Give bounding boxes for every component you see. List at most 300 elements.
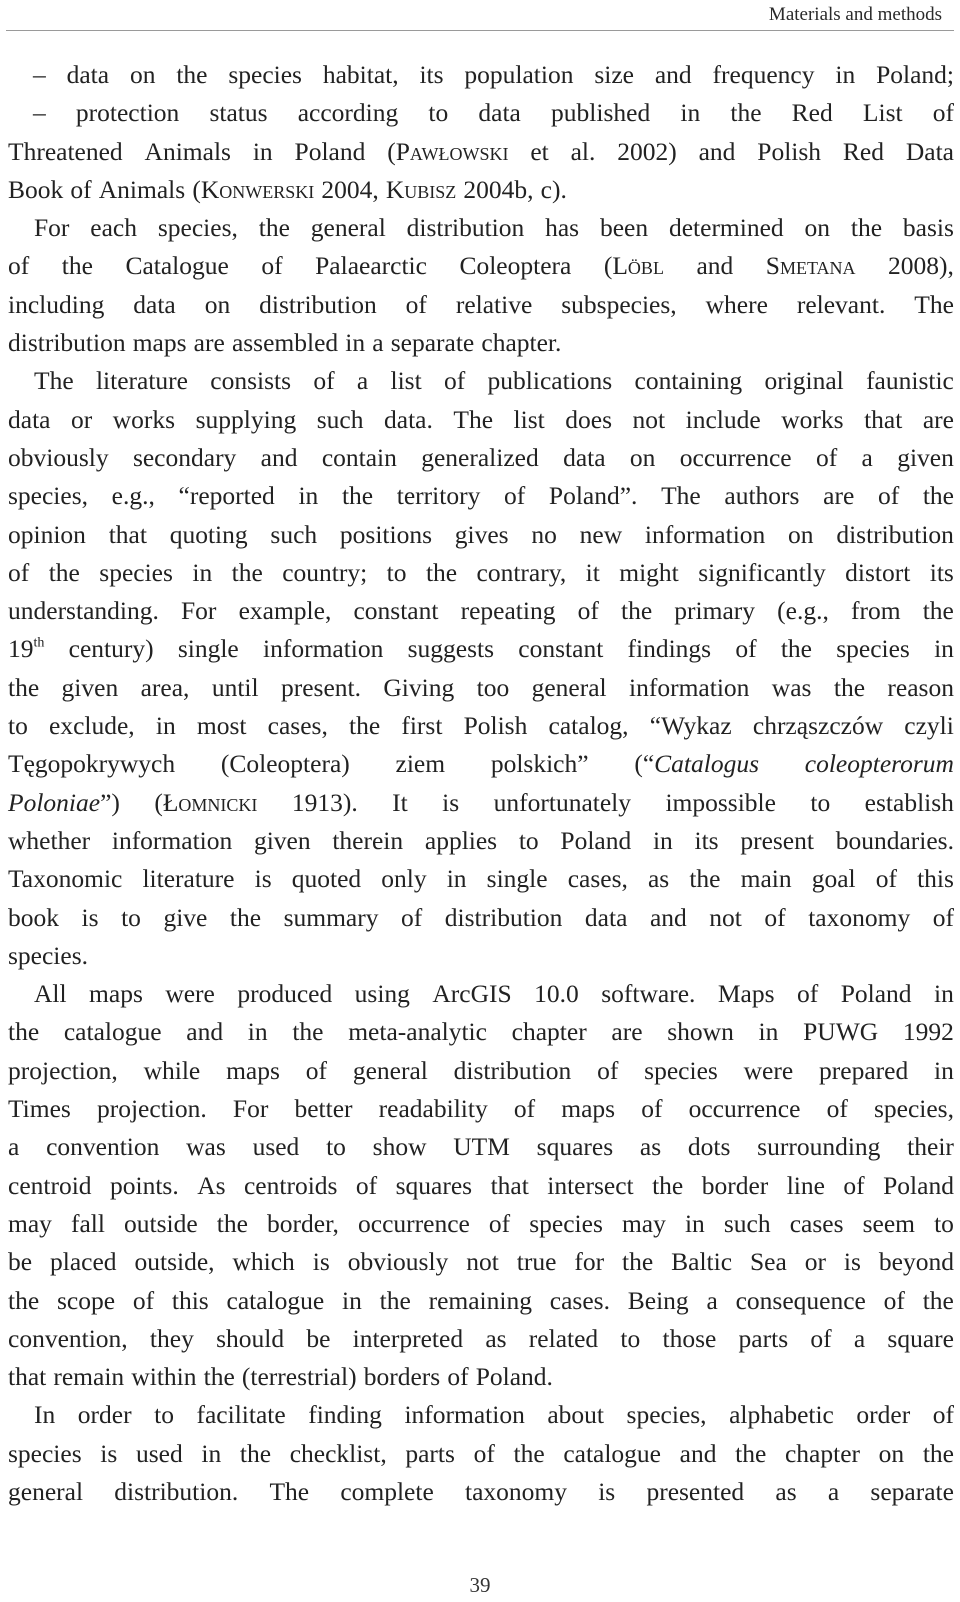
word: containing [634,366,743,396]
word: is [442,787,460,817]
word: al. [570,136,596,166]
word: and [260,442,298,472]
word: occurrence [679,442,792,472]
word: on [629,442,656,472]
word: data [133,289,176,319]
word: in [252,136,273,166]
word: catalogue [563,1438,662,1468]
word: species, [626,1400,707,1430]
word: (Coleoptera) [220,749,350,779]
word: of [810,1323,832,1353]
word: consequence [735,1285,866,1315]
word: which [232,1247,295,1277]
word: are [823,481,855,511]
word: catalog, [548,711,629,741]
word: Red [791,98,833,128]
word: in [201,1438,222,1468]
word: to [386,557,407,587]
word: distribution [836,519,954,549]
word: the [922,1438,954,1468]
word: Baltic [671,1247,733,1277]
word: supplying [195,404,297,434]
word: Times [8,1094,71,1124]
word: species [99,557,173,587]
word: related [528,1323,599,1353]
word: List [862,98,903,128]
word: distribution. [114,1476,239,1506]
word: in [342,1285,362,1315]
word: might [619,557,679,587]
word: data [478,98,521,128]
word: Coleoptera [459,251,572,281]
word: the [513,1438,545,1468]
word: fall [70,1208,105,1238]
word: general [531,672,607,702]
text-line [8,209,954,247]
word: the [176,60,208,89]
word: Polish [757,136,822,166]
word: in [835,60,856,89]
word: maps [89,979,143,1009]
word: shown [667,1017,734,1047]
word: of [764,902,786,932]
word: the [730,98,762,128]
word: obviously [8,442,109,472]
word: in [446,864,467,894]
word: (Löbl [603,251,664,281]
word: remain [53,1362,125,1392]
text-line [8,1243,954,1281]
word: present [740,825,814,855]
word: constant [353,596,439,626]
word: publications [487,366,613,396]
word: not [709,902,742,932]
word: of [577,596,599,626]
word: species, [8,481,89,511]
word: finding [308,1400,382,1430]
text-line [8,1013,954,1051]
word: be [306,1323,331,1353]
word: Poloniae”) [8,787,120,817]
word: its [694,825,719,855]
word: of [401,902,423,932]
word: intersect [547,1170,634,1200]
word: and [698,136,736,166]
text-line [8,592,954,630]
word: outside, [134,1247,215,1277]
word: true [516,1247,557,1277]
word: too [476,672,510,702]
word: contrary, [476,557,567,587]
word: Sea [749,1247,787,1277]
text-line [8,860,954,898]
word: of [932,902,954,932]
word: given [253,825,311,855]
word: Giving [383,672,455,702]
word: may [621,1208,666,1238]
text-line [8,1473,954,1511]
word: book [8,902,59,932]
word: c). [540,174,567,204]
word: of [513,1094,536,1124]
word: the [231,557,263,587]
word: species [228,60,302,89]
word: prepared [819,1055,909,1085]
word: reason [887,672,954,702]
word: 2004, [321,174,379,204]
word: squares [395,1170,473,1200]
word: or [804,1247,826,1277]
word: this [171,1285,209,1315]
word: it [585,557,600,587]
word: alphabetic [729,1400,834,1430]
text-line [8,1320,954,1358]
text-line [8,1205,954,1243]
word: of [305,1055,327,1085]
word: to [154,1400,174,1430]
word: as [639,1132,662,1162]
word: distribution [444,902,563,932]
text-line [8,477,954,515]
word: points. [110,1170,179,1200]
text-line [8,247,954,285]
word: a [861,442,873,472]
text-line [8,1128,954,1166]
word: It [392,787,408,817]
word: Poland [883,1170,954,1200]
word: distribution [406,213,525,243]
word: as [485,1323,507,1353]
word: data. [384,404,433,434]
word: in [680,98,701,128]
word: the [8,672,40,702]
word: taxonomy [808,902,911,932]
text-line [8,669,954,707]
word: species [529,1208,603,1238]
word: occurrence [688,1094,801,1124]
word: goal [811,864,856,894]
running-header: Materials and methods [768,4,942,25]
word: literature [142,864,235,894]
word: applies [424,825,498,855]
word: frequency [712,60,815,89]
word: of [641,1094,663,1124]
word: convention [46,1132,160,1162]
word: within [131,1362,197,1392]
word: including [8,289,105,319]
word: as [775,1476,797,1506]
word: the [8,1017,40,1047]
text-line [8,1435,954,1473]
word: UTM [453,1132,510,1162]
word: those [662,1323,717,1353]
word: general [8,1476,84,1506]
word: be [8,1247,33,1277]
word: The [661,481,701,511]
word: or [71,404,93,434]
word: to [326,1132,346,1162]
text-line [8,630,954,668]
word: basis [902,213,954,243]
word: the [735,1438,767,1468]
word: general [310,213,386,243]
word: a [853,1323,866,1353]
word: of [488,1208,511,1238]
word: (Łomnicki [154,787,258,817]
word: For [34,213,70,243]
word: (e.g., [777,596,829,626]
word: better [294,1094,353,1124]
word: of [313,366,335,396]
word: century) [68,634,154,664]
word: squares [536,1132,614,1162]
word: Palaearctic [315,251,427,281]
word: no [531,519,557,549]
word: For [232,1094,269,1124]
word: opinion [8,519,86,549]
word: the [689,864,721,894]
word: on [129,60,156,89]
word: they [149,1323,194,1353]
word: is [598,1476,616,1506]
word: information [404,1400,525,1430]
word: impossible [665,787,776,817]
word: of [8,251,30,281]
word: primary [674,596,756,626]
word: a [372,328,384,358]
word: information [263,634,384,664]
text-line [8,171,954,209]
word: and [654,60,692,89]
word: in [247,1017,268,1047]
word: to [8,711,28,741]
word: PUWG [803,1017,879,1047]
word: include [685,404,761,434]
word: according [297,98,399,128]
word: For [181,596,217,626]
word: for [574,1247,605,1277]
word: the [48,557,80,587]
word: As [197,1170,226,1200]
word: the [379,1285,411,1315]
word: does [565,404,612,434]
word: centroids [243,1170,338,1200]
word: unfortunately [493,787,631,817]
word: general [352,1055,428,1085]
word: is [312,1247,330,1277]
word: of [70,174,92,204]
word: The [914,289,954,319]
word: of [447,1362,469,1392]
word: in [192,557,213,587]
word: present. [280,672,361,702]
word: literature [95,366,188,396]
word: in [934,634,954,664]
word: surrounding [757,1132,881,1162]
word: example, [238,596,332,626]
word: give [163,902,208,932]
word: produced [237,979,333,1009]
word: information [111,825,233,855]
word: used [252,1132,300,1162]
word: of [932,98,954,128]
word: obviously [347,1247,449,1277]
word: constant [518,634,604,664]
word: consists [210,366,292,396]
word: Catalogue [125,251,229,281]
word: authors [724,481,800,511]
word: the [833,672,866,702]
word: Maps [717,979,775,1009]
word: each [90,213,138,243]
word: status [209,98,268,128]
word: square [887,1323,954,1353]
word: readability [378,1094,488,1124]
word: chrząszczów [752,711,884,741]
word: the [216,1208,248,1238]
word: cases, [267,711,328,741]
word: generalized [421,442,539,472]
word: species [644,1055,718,1085]
word: to [810,787,831,817]
word: assembled [231,328,339,358]
word: single [177,634,239,664]
word: that [108,519,147,549]
word: relative [455,289,533,319]
word: species, [157,213,238,243]
word: and [186,1017,224,1047]
word: quoting [169,519,248,549]
word: the [341,481,374,511]
word: All [34,979,67,1009]
word: in [934,979,954,1009]
word: country; [282,557,368,587]
word: from [851,596,901,626]
word: interpreted [352,1323,464,1353]
word: occurrence [358,1208,470,1238]
word: ArcGIS [432,979,512,1009]
word: of [261,251,283,281]
word: chapter. [481,328,562,358]
word: presented [646,1476,745,1506]
word: main [740,864,792,894]
word: in [298,481,319,511]
word: information [644,519,766,549]
word: of [473,1438,495,1468]
word: of [597,1055,619,1085]
word: their [907,1132,954,1162]
word: Threatened [8,136,123,166]
word: is [81,902,99,932]
word: meta-analytic [348,1017,487,1047]
word: ziem [395,749,446,779]
word: establish [864,787,954,817]
word: of [843,1170,865,1200]
word: works [781,404,844,434]
word: in [934,1055,954,1085]
word: the [349,711,381,741]
word: species. [8,940,89,970]
word: given [897,442,954,472]
word: works [112,404,176,434]
word: 2002) [617,136,677,166]
word: Poland [560,825,632,855]
word: “Wykaz [649,711,732,741]
word: in [345,328,366,358]
word: centroid [8,1170,92,1200]
text-line [8,56,954,94]
word: was [771,672,812,702]
word: of [815,442,838,472]
word: positions [339,519,433,549]
word: of [355,1170,378,1200]
word: Tęgopokrywych [8,749,176,779]
word: distribution [259,289,377,319]
word: territory [396,481,481,511]
word: single [486,864,548,894]
word: – [33,60,46,89]
word: this [917,864,954,894]
text-line [8,1090,954,1128]
text-line [8,439,954,477]
word: data [563,442,606,472]
word: to [620,1323,641,1353]
word: of [797,979,819,1009]
text-line [8,516,954,554]
word: Poland [840,979,912,1009]
word: gives [454,519,509,549]
word: has [545,213,580,243]
word: a [706,1285,718,1315]
word: not [466,1247,499,1277]
word: in [684,1208,705,1238]
word: faunistic [866,366,954,396]
word: The [453,404,494,434]
word: Smetana [765,251,856,281]
word: The [269,1476,310,1506]
word: projection, [8,1055,118,1085]
word: of [132,1285,155,1315]
word: to [121,902,141,932]
word: were [743,1055,794,1085]
word: was [186,1132,226,1162]
text-line [8,707,954,745]
word: boundaries. [835,825,954,855]
word: outside [124,1208,198,1238]
word: (“Catalogus [634,749,760,779]
word: Red [842,136,884,166]
word: placed [50,1247,117,1277]
word: line [786,1170,825,1200]
word: maps [561,1094,616,1124]
word: catalogue [226,1285,325,1315]
word: of [444,366,466,396]
word: the [621,596,653,626]
word: the [425,557,458,587]
word: distort [845,557,911,587]
word: Animals [98,174,186,204]
word: of [826,1094,848,1124]
text-line [8,822,954,860]
word: the [8,1285,40,1315]
word: size [594,60,634,89]
word: Kubisz [385,174,457,204]
text-line [8,937,954,975]
word: the [61,251,93,281]
word: border [701,1170,769,1200]
word: of [8,557,30,587]
word: cases, [567,864,628,894]
